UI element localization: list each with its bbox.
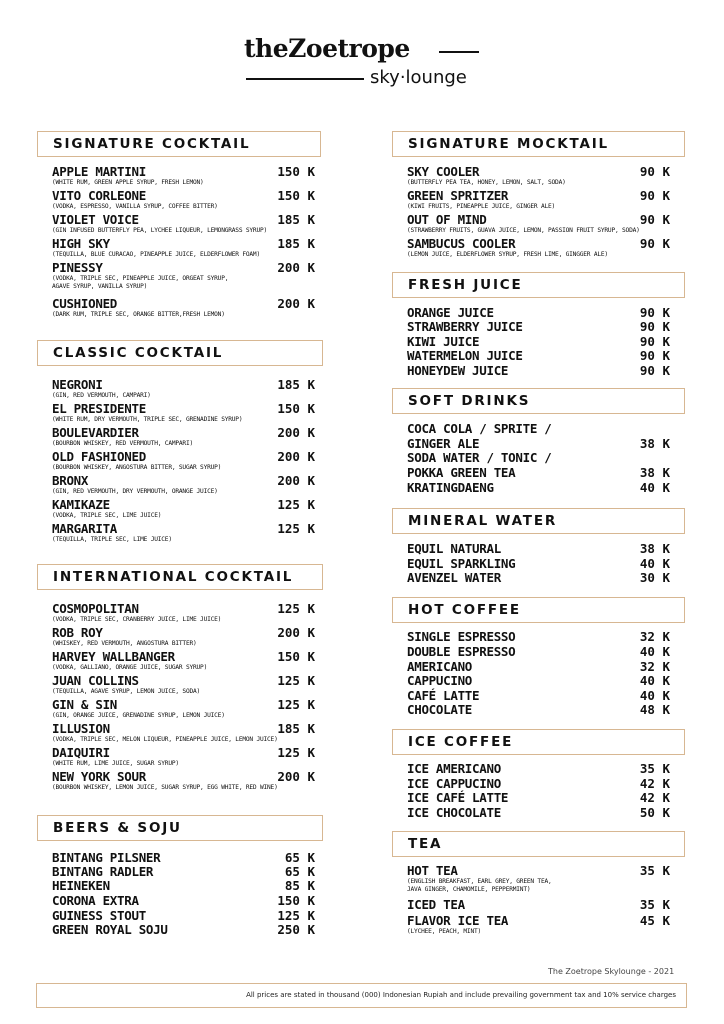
item-name: ORANGE JUICE	[407, 305, 494, 320]
item-name: DAIQUIRI	[52, 745, 110, 760]
item-price: 30 K	[639, 570, 670, 585]
item-price: 90 K	[639, 363, 670, 378]
item-price: 35 K	[639, 897, 670, 912]
section-header	[392, 388, 685, 414]
menu-item	[407, 213, 670, 235]
item-price: 38 K	[639, 465, 670, 480]
item-desc: (GIN, RED VERMOUTH, DRY VERMOUTH, ORANGE JUICE)	[52, 488, 218, 495]
item-name: MARGARITA	[52, 521, 118, 536]
item-price: 185 K	[277, 212, 315, 227]
item-price: 40 K	[639, 673, 670, 688]
section-header	[37, 131, 321, 157]
item-name: HARVEY WALLBANGER	[52, 649, 175, 664]
menu-item	[407, 630, 670, 644]
item-name: PINESSY	[52, 260, 103, 275]
item-price: 125 K	[277, 601, 315, 616]
section-title: SIGNATURE COCKTAIL	[53, 136, 251, 152]
item-desc: (GIN, RED VERMOUTH, CAMPARI)	[52, 392, 151, 399]
menu-item	[407, 481, 670, 495]
item-name: GINGER ALE	[407, 436, 480, 451]
menu-item	[52, 626, 315, 648]
item-name: GREEN ROYAL SOJU	[52, 922, 168, 937]
item-name: ICED TEA	[407, 897, 465, 912]
menu-item	[407, 645, 670, 659]
menu-item	[407, 320, 670, 334]
menu-item	[407, 898, 670, 912]
menu-item	[407, 791, 670, 805]
item-name: VITO CORLEONE	[52, 188, 146, 203]
menu-item	[52, 894, 315, 908]
section-title: BEERS & SOJU	[53, 820, 182, 836]
item-name: BOULEVARDIER	[52, 425, 139, 440]
item-price: 200 K	[277, 625, 315, 640]
item-price: 65 K	[284, 850, 315, 865]
item-desc: (TEQUILLA, TRIPLE SEC, LIME JUICE)	[52, 536, 172, 543]
menu-item	[407, 335, 670, 349]
menu-item	[407, 571, 670, 585]
item-price: 32 K	[639, 629, 670, 644]
item-name: SINGLE ESPRESSO	[407, 629, 516, 644]
section-title: TEA	[408, 836, 443, 852]
item-desc: (VODKA, GALLIANO, ORANGE JUICE, SUGAR SYRUP)	[52, 664, 208, 671]
item-name: CORONA EXTRA	[52, 893, 139, 908]
brand-rule-bottom	[246, 78, 364, 80]
item-desc: (BOURBON WHISKEY, ANGOSTURA BITTER, SUGAR SYRUP)	[52, 464, 222, 471]
item-name: ICE CHOCOLATE	[407, 805, 501, 820]
item-desc: (LYCHEE, PEACH, MINT)	[407, 928, 482, 935]
menu-item	[52, 746, 315, 768]
item-desc: (BUTTERFLY PEA TEA, HONEY, LEMON, SALT, SODA)	[407, 179, 566, 186]
menu-item	[52, 602, 315, 624]
item-price: 200 K	[277, 449, 315, 464]
item-price: 200 K	[277, 769, 315, 784]
menu-item	[52, 165, 315, 187]
item-price: 90 K	[639, 305, 670, 320]
item-desc: (WHITE RUM, LIME JUICE, SUGAR SYRUP)	[52, 760, 179, 767]
item-desc: (VODKA, TRIPLE SEC, LIME JUICE)	[52, 512, 162, 519]
item-price: 32 K	[639, 659, 670, 674]
menu-item	[52, 909, 315, 923]
item-price: 90 K	[639, 164, 670, 179]
item-name: JUAN COLLINS	[52, 673, 139, 688]
item-name: COCA COLA / SPRITE /	[407, 421, 552, 436]
item-desc: (WHISKEY, RED VERMOUTH, ANGOSTURA BITTER)	[52, 640, 197, 647]
item-name: CAFÉ LATTE	[407, 688, 480, 703]
item-price: 50 K	[639, 805, 670, 820]
item-price: 65 K	[284, 864, 315, 879]
item-name: ILLUSION	[52, 721, 110, 736]
section-header	[392, 508, 685, 534]
item-desc: (WHITE RUM, GREEN APPLE SYRUP, FRESH LEMON)	[52, 179, 204, 186]
item-price: 40 K	[639, 480, 670, 495]
item-price: 125 K	[277, 745, 315, 760]
item-name: EQUIL NATURAL	[407, 541, 501, 556]
item-price: 125 K	[277, 521, 315, 536]
item-name: GUINESS STOUT	[52, 908, 146, 923]
menu-item	[407, 422, 670, 436]
section-header	[392, 729, 685, 755]
item-desc: (VODKA, TRIPLE SEC, MELON LIQUEUR, PINEAPPLE JUICE, LEMON JUICE)	[52, 736, 278, 743]
menu-item	[52, 770, 315, 792]
item-desc: (BOURBON WHISKEY, RED VERMOUTH, CAMPARI)	[52, 440, 194, 447]
item-name: CHOCOLATE	[407, 702, 473, 717]
menu-item	[52, 474, 315, 496]
item-desc-cont: JAVA GINGER, CHAMOMILE, PEPPERMINT)	[407, 886, 531, 893]
menu-item	[52, 378, 315, 400]
menu-item	[407, 437, 670, 451]
menu-item	[407, 806, 670, 820]
item-price: 90 K	[639, 334, 670, 349]
item-name: AMERICANO	[407, 659, 473, 674]
brand-name: Zoetrope	[288, 34, 410, 63]
menu-item	[52, 498, 315, 520]
menu-item	[52, 261, 315, 291]
item-name: ICE AMERICANO	[407, 761, 501, 776]
menu-item	[407, 557, 670, 571]
item-price: 250 K	[277, 922, 315, 937]
item-price: 150 K	[277, 188, 315, 203]
item-name: SODA WATER / TONIC /	[407, 450, 552, 465]
section-title: CLASSIC COCKTAIL	[53, 345, 224, 361]
item-name: SKY COOLER	[407, 164, 480, 179]
item-name: ICE CAFÉ LATTE	[407, 790, 509, 805]
menu-item	[52, 722, 315, 744]
item-price: 40 K	[639, 644, 670, 659]
item-name: ROB ROY	[52, 625, 103, 640]
item-desc: (TEQUILLA, AGAVE SYRUP, LEMON JUICE, SODA)	[52, 688, 201, 695]
credit-line: The Zoetrope Skylounge - 2021	[548, 967, 675, 976]
menu-item	[52, 402, 315, 424]
menu-item	[52, 450, 315, 472]
item-name: ICE CAPPUCINO	[407, 776, 501, 791]
item-name: BINTANG RADLER	[52, 864, 154, 879]
item-desc: (KIWI FRUITS, PINEAPPLE JUICE, GINGER ALE)	[407, 203, 556, 210]
menu-item	[52, 650, 315, 672]
item-desc: (VODKA, TRIPLE SEC, PINEAPPLE JUICE, ORGEAT SYRUP,	[52, 275, 229, 282]
menu-item	[407, 660, 670, 674]
item-name: NEW YORK SOUR	[52, 769, 146, 784]
item-name: HEINEKEN	[52, 878, 110, 893]
section-title: INTERNATIONAL COCKTAIL	[53, 569, 294, 585]
menu-item	[407, 364, 670, 378]
item-price: 185 K	[277, 721, 315, 736]
menu-item	[407, 165, 670, 187]
item-price: 200 K	[277, 425, 315, 440]
item-price: 90 K	[639, 236, 670, 251]
item-name: SAMBUCUS COOLER	[407, 236, 516, 251]
menu-item	[407, 864, 670, 894]
menu-item	[52, 865, 315, 879]
menu-item	[52, 851, 315, 865]
menu-item	[52, 923, 315, 937]
menu-item	[407, 189, 670, 211]
menu-item	[407, 703, 670, 717]
item-name: APPLE MARTINI	[52, 164, 146, 179]
item-desc: (ENGLISH BREAKFAST, EARL GREY, GREEN TEA,	[407, 878, 552, 885]
menu-item	[407, 914, 670, 936]
item-name: OLD FASHIONED	[52, 449, 146, 464]
item-price: 38 K	[639, 436, 670, 451]
menu-item	[407, 674, 670, 688]
item-name: BRONX	[52, 473, 89, 488]
item-price: 90 K	[639, 319, 670, 334]
item-name: KIWI JUICE	[407, 334, 480, 349]
footer-note: All prices are stated in thousand (000) Indonesian Rupiah and include prevailing government tax and 10% service charges	[246, 991, 676, 999]
section-title: ICE COFFEE	[408, 734, 514, 750]
menu-item	[407, 777, 670, 791]
menu-item	[52, 297, 315, 319]
item-name: GREEN SPRITZER	[407, 188, 509, 203]
item-desc: (DARK RUM, TRIPLE SEC, ORANGE BITTER,FRESH LEMON)	[52, 311, 225, 318]
item-name: GIN & SIN	[52, 697, 118, 712]
menu-item	[52, 426, 315, 448]
section-title: FRESH JUICE	[408, 277, 523, 293]
item-price: 90 K	[639, 348, 670, 363]
item-name: KRATINGDAENG	[407, 480, 494, 495]
item-price: 200 K	[277, 473, 315, 488]
section-header	[392, 272, 685, 298]
brand-wordmark	[244, 34, 410, 63]
item-name: CAPPUCINO	[407, 673, 473, 688]
item-name: POKKA GREEN TEA	[407, 465, 516, 480]
item-name: EL PRESIDENTE	[52, 401, 146, 416]
item-name: BINTANG PILSNER	[52, 850, 161, 865]
section-title: SOFT DRINKS	[408, 393, 531, 409]
item-name: VIOLET VOICE	[52, 212, 139, 227]
section-header	[37, 564, 323, 590]
menu-item	[52, 522, 315, 544]
item-desc: (TEQUILLA, BLUE CURACAO, PINEAPPLE JUICE, ELDERFLOWER FOAM)	[52, 251, 260, 258]
item-desc: (WHITE RUM, DRY VERMOUTH, TRIPLE SEC, GRENADINE SYRUP)	[52, 416, 243, 423]
section-title: HOT COFFEE	[408, 602, 521, 618]
menu-item	[52, 237, 315, 259]
menu-item	[52, 674, 315, 696]
item-desc: (GIN INFUSED BUTTERFLY PEA, LYCHEE LIQUEUR, LEMONGRASS SYRUP)	[52, 227, 268, 234]
item-price: 35 K	[639, 761, 670, 776]
item-name: HOT TEA	[407, 863, 458, 878]
item-price: 125 K	[277, 673, 315, 688]
item-name: HIGH SKY	[52, 236, 110, 251]
section-header	[37, 815, 323, 841]
item-price: 42 K	[639, 790, 670, 805]
brand-the: the	[244, 34, 289, 63]
menu-item	[407, 349, 670, 363]
item-price: 40 K	[639, 556, 670, 571]
menu-item	[407, 689, 670, 703]
item-desc: (LEMON JUICE, ELDERFLOWER SYRUP, FRESH LIME, GINGGER ALE)	[407, 251, 608, 258]
item-price: 125 K	[277, 697, 315, 712]
item-desc-cont: AGAVE SYRUP, VANILLA SYRUP)	[52, 283, 148, 290]
item-name: KAMIKAZE	[52, 497, 110, 512]
menu-item	[407, 762, 670, 776]
menu-item	[407, 451, 670, 465]
item-name: OUT OF MIND	[407, 212, 487, 227]
item-name: CUSHIONED	[52, 296, 118, 311]
item-price: 85 K	[284, 878, 315, 893]
item-price: 125 K	[277, 908, 315, 923]
menu-item	[52, 189, 315, 211]
item-price: 150 K	[277, 893, 315, 908]
item-price: 90 K	[639, 188, 670, 203]
section-header	[37, 340, 323, 366]
menu-item	[52, 698, 315, 720]
item-desc: (STRAWBERRY FRUITS, GUAVA JUICE, LEMON, PASSION FRUIT SYRUP, SODA)	[407, 227, 640, 234]
item-name: DOUBLE ESPRESSO	[407, 644, 516, 659]
item-price: 38 K	[639, 541, 670, 556]
item-price: 35 K	[639, 863, 670, 878]
item-desc: (GIN, ORANGE JUICE, GRENADINE SYRUP, LEMON JUICE)	[52, 712, 225, 719]
section-header	[392, 831, 685, 857]
item-price: 150 K	[277, 401, 315, 416]
section-title: SIGNATURE MOCKTAIL	[408, 136, 609, 152]
item-desc: (VODKA, TRIPLE SEC, CRANBERRY JUICE, LIME JUICE)	[52, 616, 222, 623]
menu-item	[407, 237, 670, 259]
brand-logo	[230, 30, 490, 90]
item-desc: (VODKA, ESPRESSO, VANILLA SYRUP, COFFEE BITTER)	[52, 203, 218, 210]
item-desc: (BOURBON WHISKEY, LEMON JUICE, SUGAR SYRUP, EGG WHITE, RED WINE)	[52, 784, 278, 791]
item-price: 90 K	[639, 212, 670, 227]
menu-item	[52, 879, 315, 893]
footer-note-box	[36, 983, 687, 1008]
item-price: 40 K	[639, 688, 670, 703]
item-price: 150 K	[277, 649, 315, 664]
item-price: 185 K	[277, 377, 315, 392]
menu-item	[407, 306, 670, 320]
item-price: 150 K	[277, 164, 315, 179]
item-price: 185 K	[277, 236, 315, 251]
section-header	[392, 597, 685, 623]
item-price: 48 K	[639, 702, 670, 717]
brand-rule-top	[439, 51, 479, 53]
item-price: 125 K	[277, 497, 315, 512]
item-name: WATERMELON JUICE	[407, 348, 523, 363]
item-price: 200 K	[277, 296, 315, 311]
section-header	[392, 131, 685, 157]
item-price: 42 K	[639, 776, 670, 791]
item-name: EQUIL SPARKLING	[407, 556, 516, 571]
item-price: 45 K	[639, 913, 670, 928]
item-price: 200 K	[277, 260, 315, 275]
menu-item	[407, 542, 670, 556]
item-name: STRAWBERRY JUICE	[407, 319, 523, 334]
section-title: MINERAL WATER	[408, 513, 558, 529]
item-name: COSMOPOLITAN	[52, 601, 139, 616]
item-name: AVENZEL WATER	[407, 570, 501, 585]
item-name: HONEYDEW JUICE	[407, 363, 509, 378]
item-name: FLAVOR ICE TEA	[407, 913, 509, 928]
menu-item	[52, 213, 315, 235]
brand-subtitle: sky·lounge	[370, 67, 467, 88]
menu-item	[407, 466, 670, 480]
item-name: NEGRONI	[52, 377, 103, 392]
